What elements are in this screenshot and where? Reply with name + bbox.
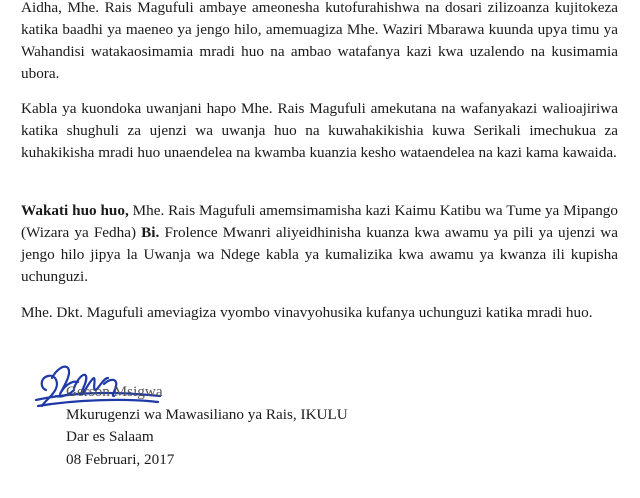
signatory-title: Mkurugenzi wa Mawasiliano ya Rais, IKULU: [66, 405, 348, 423]
paragraph-workers: Kabla ya kuondoka uwanjani hapo Mhe. Rais Magufuli amekutana na wafanyakazi walioajiriwa katika shughuli za ujenzi wa uwanja huo na kuwahakikishia kuwa Serikali imechukua za kuhakikisha mradi huo unaendelea na kwamba kuanzia kesho wataendelea na kazi kama kawaida.: [21, 100, 618, 161]
honorific-bold: Bi.: [141, 224, 160, 241]
signatory-name: Gerson Msigwa: [66, 383, 163, 400]
paragraph-directive: Aidha, Mhe. Rais Magufuli ambaye ameonesha kutofurahishwa na dosari zilizoanza kujitokeza katika baadhi ya maeneo ya jengo hilo, amemuagiza Mhe. Waziri Mbarawa kuunda upya timu ya Wahandisi watakaosimamia mradi huo na ambao watafanya kazi kwa uzalendo na kusimamia ubora.: [21, 0, 618, 82]
paragraph-investigation: Mhe. Dkt. Magufuli ameviagiza vyombo vinavyohusika kufanya uchunguzi katika mradi huo.: [21, 304, 593, 321]
signatory-date: 08 Februari, 2017: [66, 450, 175, 468]
paragraph-lead-bold: Wakati huo huo,: [21, 202, 129, 219]
paragraph-text: Mhe. Rais Magufuli amemsimamisha kazi Kaimu Katibu wa Tume ya Mipango (Wizara ya Fedha): [21, 202, 618, 241]
paragraph-suspension: [21, 200, 618, 288]
signature-block: [66, 381, 348, 471]
signatory-place: Dar es Salaam: [66, 428, 154, 445]
paragraph-text: Frolence Mwanri aliyeidhinisha kuanza kwa awamu ya pili ya ujenzi wa jengo hilo jipya la Uwanja wa Ndege kabla ya kumalizika kwa awamu ya kwanza ili kupisha uchunguzi.: [21, 224, 618, 285]
